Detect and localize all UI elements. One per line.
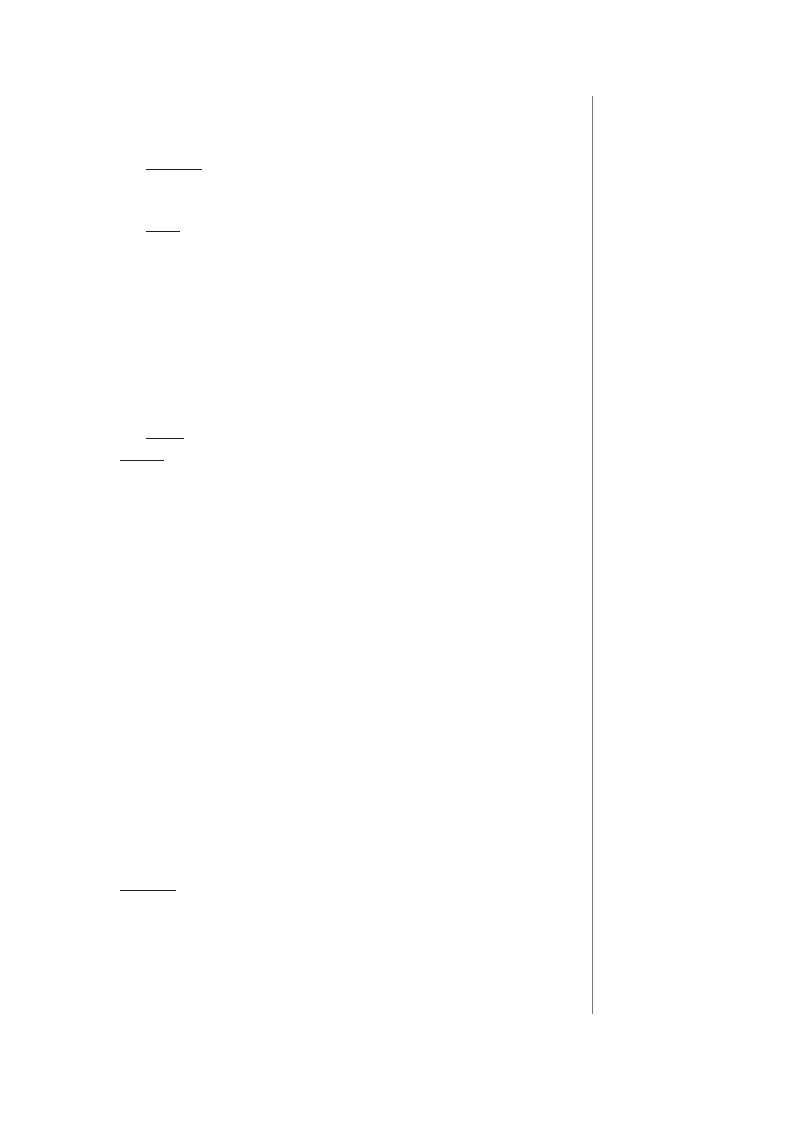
blank [174,156,202,170]
example-line-1 [146,794,158,812]
blank [120,877,176,891]
triangle-patterns-figure [200,915,540,985]
blank [120,447,164,461]
question-5-line-1 [146,425,184,445]
matchstick-squares-figure [150,100,410,136]
blank [146,218,180,232]
blank [146,156,174,170]
question-2 [146,218,180,238]
column-divider [592,96,593,1014]
example-line-3 [120,877,176,897]
question-1-line-1 [146,156,202,176]
matchstick-row-figure [153,290,363,326]
blank [146,425,184,439]
question-5-line-2 [120,447,164,467]
